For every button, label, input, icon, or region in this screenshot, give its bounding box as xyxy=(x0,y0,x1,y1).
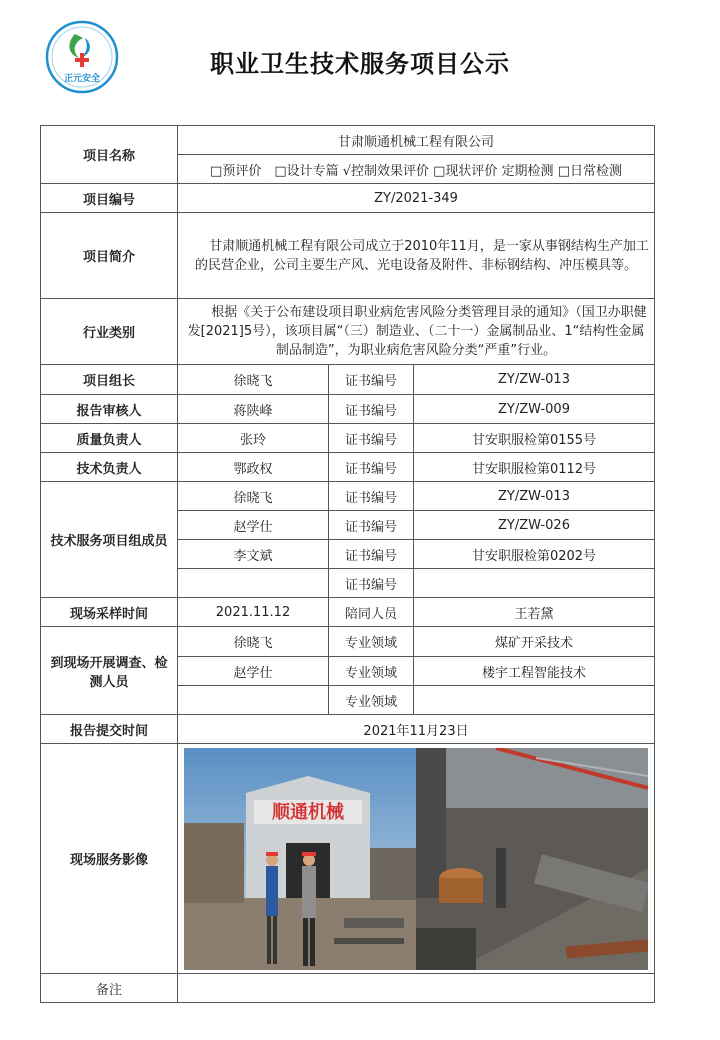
cert-label: 证书编号 xyxy=(329,482,414,511)
intro-text: 甘肃顺通机械工程有限公司成立于2010年11月，是一家从事钢结构生产加工的民营企业，公司主要生产风、光电设备及附件、非标钢结构、冲压模具等。 xyxy=(178,213,655,299)
project-table xyxy=(40,125,655,1003)
team-label: 技术服务项目组成员 xyxy=(41,482,178,598)
role-name: 张玲 xyxy=(178,424,329,453)
role-name: 鄂政权 xyxy=(178,453,329,482)
sampling-date: 2021.11.12 xyxy=(178,598,329,627)
escort-name: 王若黛 xyxy=(414,598,655,627)
role-label: 技术负责人 xyxy=(41,453,178,482)
industry-text: 根据《关于公布建设项目职业病危害风险分类管理目录的通知》（国卫办职健发[2021]5号），该项目属“（三）制造业、（二十一）金属制品业、1“结构性金属制品制造”，为职业病危害风险分类“严重”行业。 xyxy=(178,299,655,365)
field-person-domain xyxy=(414,686,655,715)
logo-text: 正元安全 xyxy=(63,74,101,84)
member-cert xyxy=(414,569,655,598)
role-label: 质量负责人 xyxy=(41,424,178,453)
intro-label: 项目简介 xyxy=(41,213,178,299)
field-person-domain: 楼宇工程智能技术 xyxy=(414,657,655,686)
page-title: 职业卫生技术服务项目公示 xyxy=(210,50,510,78)
cert-label: 证书编号 xyxy=(329,453,414,482)
domain-label: 专业领域 xyxy=(329,657,414,686)
remark-value xyxy=(178,974,655,1003)
cert-label: 证书编号 xyxy=(329,395,414,424)
field-person-domain: 煤矿开采技术 xyxy=(414,627,655,657)
project-name-label: 项目名称 xyxy=(41,126,178,184)
role-cert: ZY/ZW-009 xyxy=(414,395,655,424)
field-person-name: 赵学仕 xyxy=(178,657,329,686)
worker-figure xyxy=(266,866,278,916)
cert-label: 证书编号 xyxy=(329,424,414,453)
worker-figure xyxy=(302,866,316,918)
role-name: 徐晓飞 xyxy=(178,365,329,395)
domain-label: 专业领域 xyxy=(329,686,414,715)
member-cert: ZY/ZW-013 xyxy=(414,482,655,511)
member-cert: 甘安职服检第0202号 xyxy=(414,540,655,569)
field-person-name: 徐晓飞 xyxy=(178,627,329,657)
project-name-value: 甘肃顺通机械工程有限公司 xyxy=(178,126,655,155)
cert-label: 证书编号 xyxy=(329,540,414,569)
cert-label: 证书编号 xyxy=(329,569,414,598)
role-label: 报告审核人 xyxy=(41,395,178,424)
project-no-label: 项目编号 xyxy=(41,184,178,213)
member-name: 赵学仕 xyxy=(178,511,329,540)
role-cert: 甘安职服检第0155号 xyxy=(414,424,655,453)
role-cert: ZY/ZW-013 xyxy=(414,365,655,395)
project-no-value: ZY/2021-349 xyxy=(178,184,655,213)
escort-label: 陪同人员 xyxy=(329,598,414,627)
role-name: 蒋陕峰 xyxy=(178,395,329,424)
report-date: 2021年11月23日 xyxy=(178,715,655,744)
evaluation-types: □预评价 □设计专篇 √控制效果评价 □现状评价 定期检测 □日常检测 xyxy=(178,155,655,184)
report-date-label: 报告提交时间 xyxy=(41,715,178,744)
member-name xyxy=(178,569,329,598)
field-staff-label: 到现场开展调查、检测人员 xyxy=(41,627,178,715)
site-photo-workshop xyxy=(416,748,648,970)
field-person-name xyxy=(178,686,329,715)
role-cert: 甘安职服检第0112号 xyxy=(414,453,655,482)
member-name: 徐晓飞 xyxy=(178,482,329,511)
cert-label: 证书编号 xyxy=(329,365,414,395)
industry-label: 行业类别 xyxy=(41,299,178,365)
remark-label: 备注 xyxy=(41,974,178,1003)
sampling-label: 现场采样时间 xyxy=(41,598,178,627)
member-name: 李文斌 xyxy=(178,540,329,569)
photos-label: 现场服务影像 xyxy=(41,744,178,974)
role-label: 项目组长 xyxy=(41,365,178,395)
cert-label: 证书编号 xyxy=(329,511,414,540)
domain-label: 专业领域 xyxy=(329,627,414,657)
site-photo-exterior xyxy=(184,748,416,970)
member-cert: ZY/ZW-026 xyxy=(414,511,655,540)
factory-sign-text: 顺通机械 xyxy=(272,801,344,823)
